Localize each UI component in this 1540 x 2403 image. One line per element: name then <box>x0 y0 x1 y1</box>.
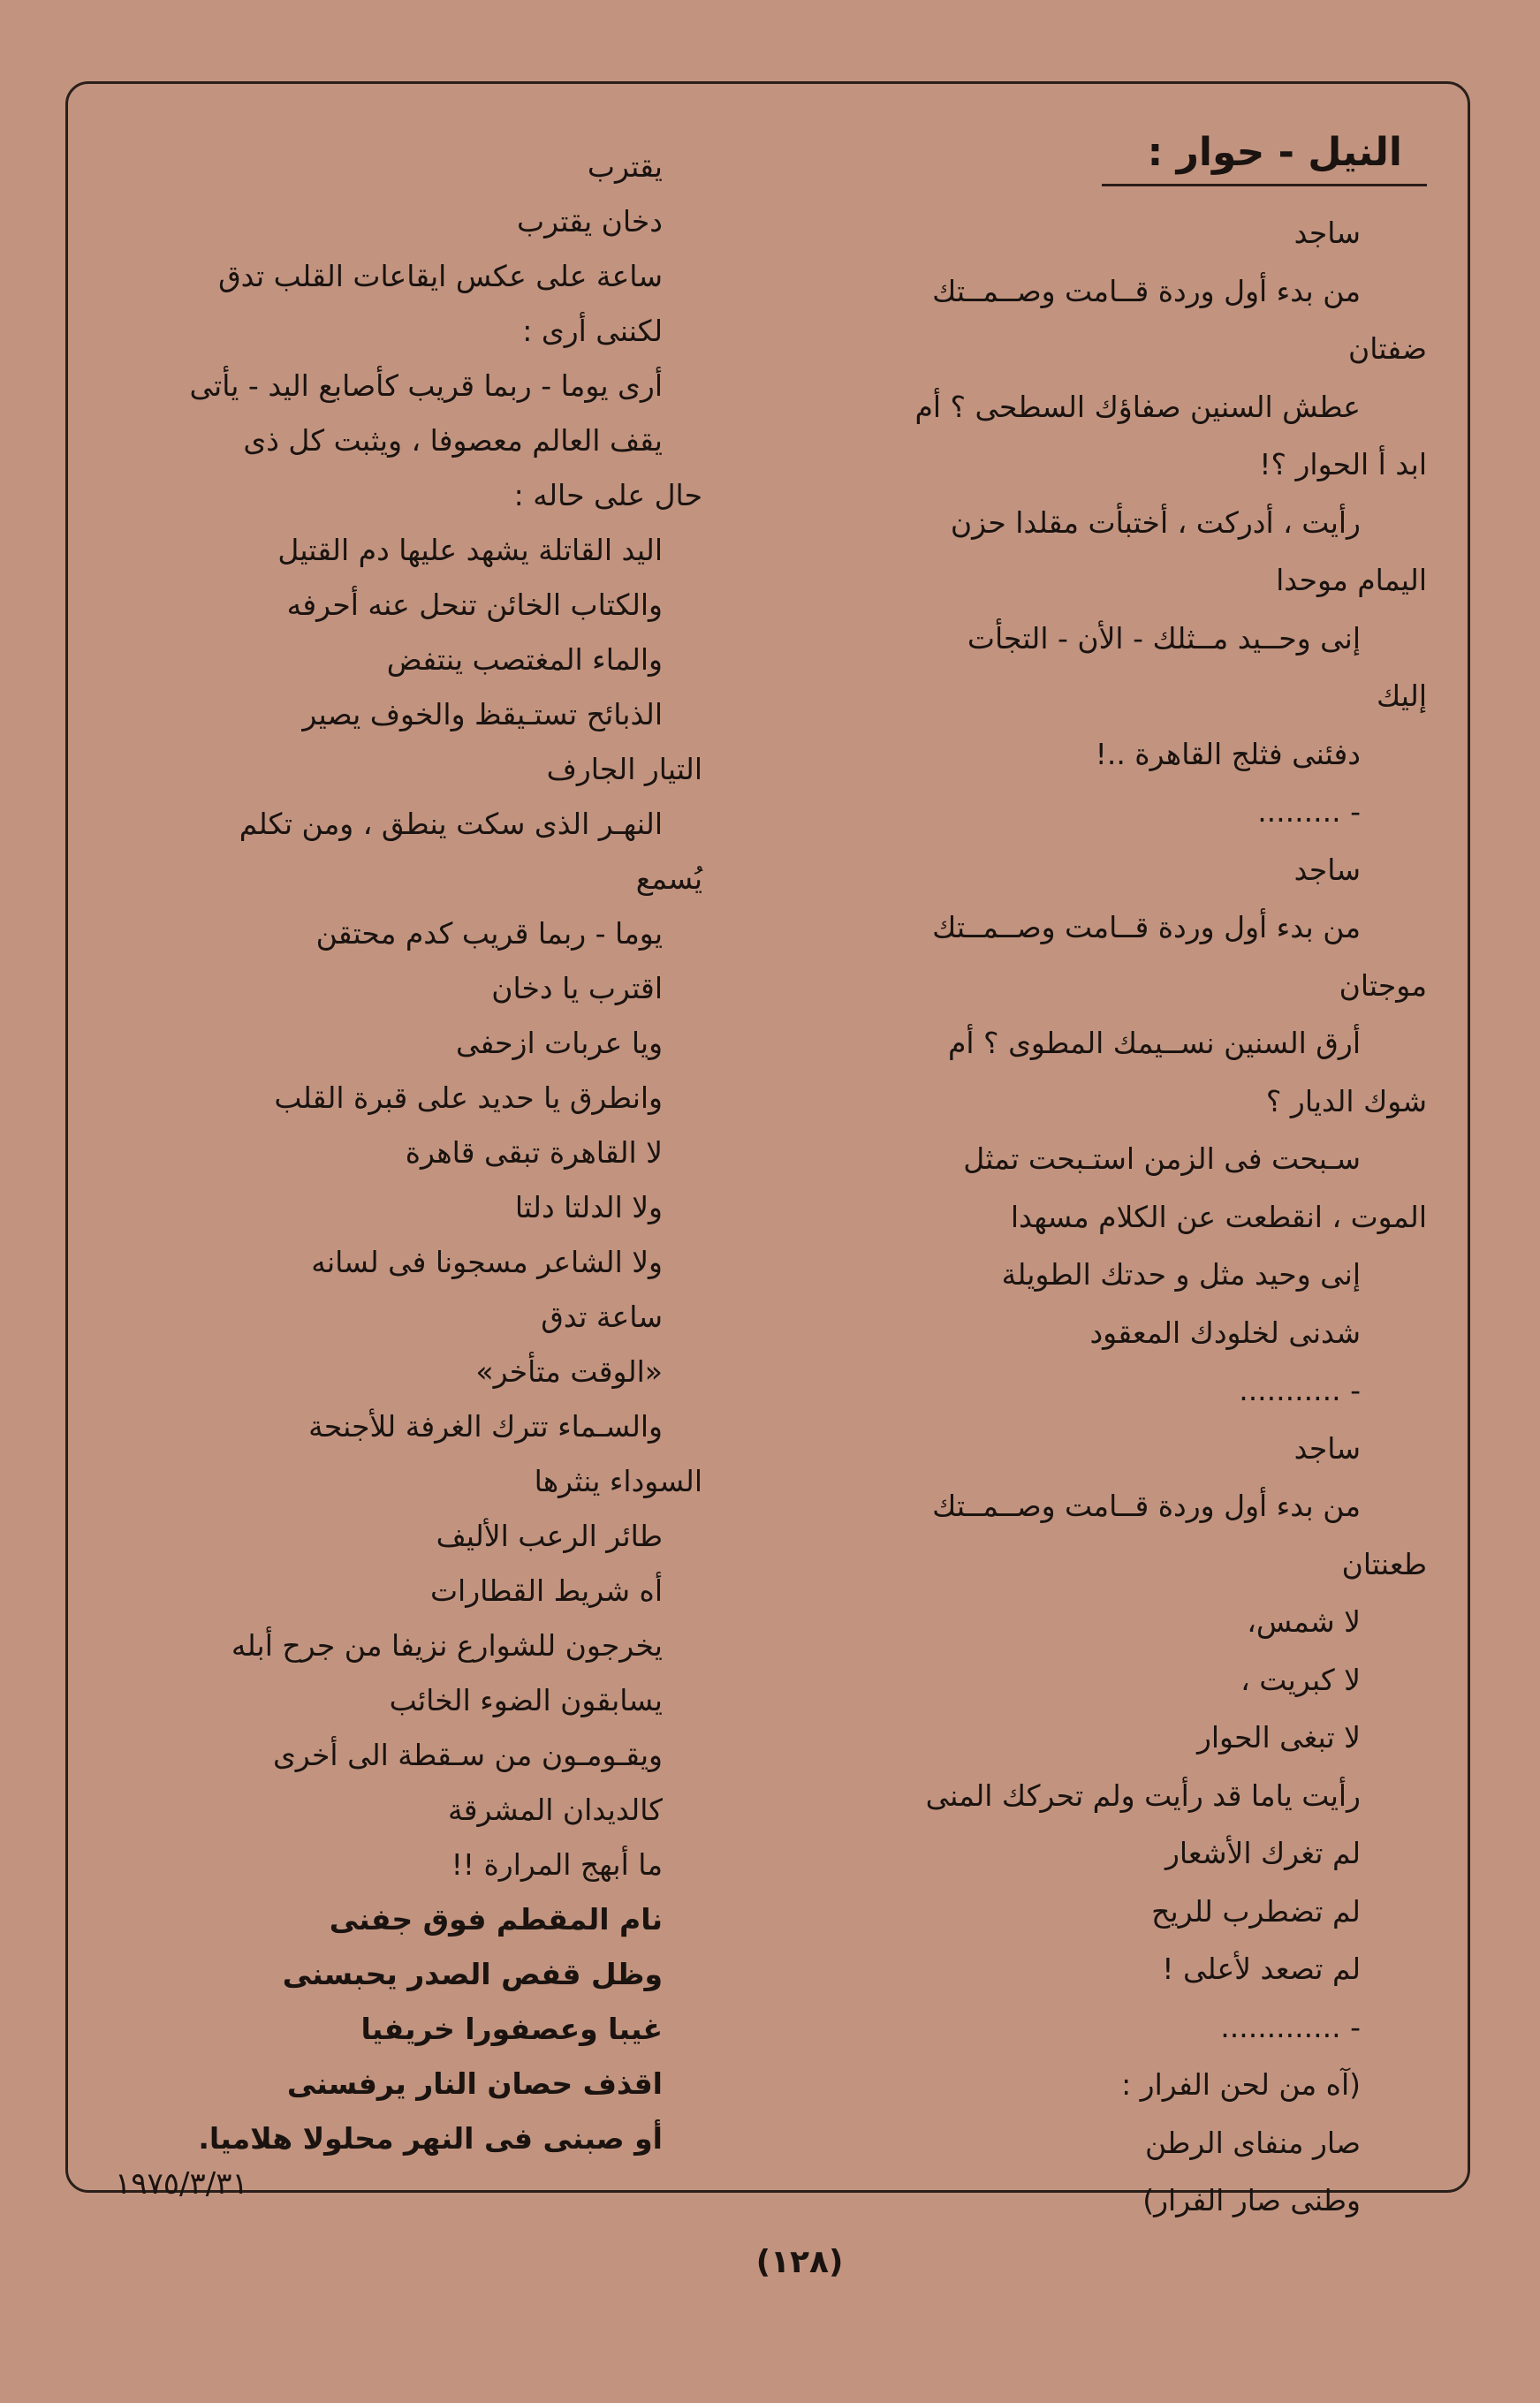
poem-line: غيبا وعصفورا خريفيا <box>360 2012 663 2046</box>
poem-line: ساجد <box>1293 216 1361 250</box>
poem-line: ساعة على عكس ايقاعات القلب تدق <box>218 259 663 293</box>
poem-line: أو صبنى فى النهر محلولا هلاميا. <box>198 2121 663 2156</box>
poem-line: اليد القاتلة يشهد عليها دم القتيل <box>277 533 663 567</box>
poem-line: نام المقطم فوق جفنى <box>329 1902 663 1937</box>
poem-line: لم تصعد لأعلى ! <box>1162 1952 1361 1986</box>
poem-line: لكننى أرى : <box>522 314 663 348</box>
poem-line: ويقـومـون من سـقطة الى أخرى <box>272 1738 663 1772</box>
poem-line: أه شريط القطارات <box>429 1573 663 1608</box>
left-column <box>106 140 702 2202</box>
poem-line: رأيت ، أدركت ، أختبأت مقلدا حزن <box>950 504 1361 540</box>
poem-line: شدنى لخلودك المعقود <box>1089 1315 1361 1350</box>
poem-line: ساجد <box>1293 852 1361 887</box>
poem-line: لم تضطرب للريح <box>1151 1893 1361 1929</box>
poem-line: لم تغرك الأشعار <box>1164 1836 1361 1870</box>
poem-line: التيار الجارف <box>546 752 702 786</box>
poem-line: وطنى صار الفرار) <box>1142 2183 1361 2217</box>
poem-line: أرق السنين نســيمك المطوى ؟ أم <box>947 1026 1361 1060</box>
poem-line: ولا الدلتا دلتا <box>514 1190 663 1224</box>
poem-line: دفئنى فثلج القاهرة ..! <box>1095 736 1361 771</box>
poem-line: اقذف حصان النار يرفسنى <box>286 2066 663 2101</box>
poem-line: من بدء أول وردة قــامت وصــمــتك <box>932 273 1361 308</box>
page-number: (١٢٨) <box>755 2244 844 2280</box>
poem-line: ويا عربات ازحفى <box>455 1026 663 1060</box>
poem-line: النهـر الذى سكت ينطق ، ومن تكلم <box>239 807 663 841</box>
poem-line: يقترب <box>587 149 663 184</box>
poem-line: يسابقون الضوء الخائب <box>389 1683 663 1717</box>
poem-line: كالديدان المشرقة <box>448 1793 663 1827</box>
poem-line: السوداء ينثرها <box>534 1464 702 1498</box>
poem-line: ساجد <box>1293 1430 1361 1466</box>
poem-line: رأيت ياما قد رأيت ولم تحركك المنى <box>925 1778 1361 1813</box>
poem-line: «الوقت متأخر» <box>475 1354 663 1389</box>
poem-line: دخان يقترب <box>517 204 663 239</box>
poem-line: إليك <box>1377 678 1427 713</box>
poem-date: ١٩٧٥/٣/٣١ <box>115 2166 248 2202</box>
poem-line: إنى وحيد مثل و حدتك الطويلة <box>1001 1257 1361 1292</box>
poem-line: عطش السنين صفاؤك السطحى ؟ أم <box>914 389 1361 424</box>
poem-line: يخرجون للشوارع نزيفا من جرح أبله <box>231 1628 663 1663</box>
poem-line: يقف العالم معصوفا ، ويثبت كل ذى <box>243 423 663 458</box>
poem-line: لا شمس، <box>1247 1604 1361 1639</box>
poem-line: شوك الديار ؟ <box>1265 1083 1427 1118</box>
poem-line: لا القاهرة تبقى قاهرة <box>405 1135 663 1170</box>
poem-line: سـبحت فى الزمن استـبحت تمثل <box>963 1141 1361 1176</box>
poem-line: من بدء أول وردة قــامت وصــمــتك <box>932 1489 1361 1523</box>
poem-line: اقترب يا دخان <box>491 971 663 1005</box>
poem-line: وانطرق يا حديد على قبرة القلب <box>274 1080 663 1115</box>
poem-line: طائر الرعب الأليف <box>436 1519 663 1553</box>
poem-line: والماء المغتصب ينتفض <box>386 642 663 677</box>
poem-line: يوما - ربما قريب كدم محتقن <box>315 916 663 951</box>
poem-line: موجتان <box>1339 967 1427 1003</box>
poem-line: ابد أ الحوار ؟! <box>1259 447 1427 481</box>
poem-line: لا كبريت ، <box>1240 1662 1361 1697</box>
poem-line: وظل قفص الصدر يحبسنى <box>282 1957 663 1991</box>
poem-line: ما أبهج المرارة !! <box>451 1847 663 1882</box>
poem-line: إنى وحــيد مــثلك - الأن - التجأت <box>967 620 1361 656</box>
poem-line: (آه من لحن الفرار : <box>1121 2067 1361 2102</box>
left-poem-lines <box>106 140 702 2166</box>
poem-line: ضفتان <box>1348 331 1427 366</box>
poem-line: ولا الشاعر مسجونا فى لسانه <box>311 1245 663 1279</box>
poem-line: - ......... <box>1257 794 1361 829</box>
poem-line: من بدء أول وردة قــامت وصــمــتك <box>932 910 1361 944</box>
poem-line: والكتاب الخائن تنحل عنه أحرفه <box>286 587 663 622</box>
poem-line: طعنتان <box>1341 1546 1427 1581</box>
poem-line: لا تبغى الحوار <box>1196 1720 1361 1755</box>
poem-line: اليمام موحدا <box>1276 563 1427 597</box>
poem-line: صار منفاى الرطن <box>1144 2125 1361 2160</box>
poem-line: حال على حاله : <box>513 478 702 512</box>
right-poem-lines <box>778 204 1427 2230</box>
poem-line: - ............. <box>1220 2009 1361 2044</box>
poem-line: - ........... <box>1239 1373 1361 1407</box>
poem-line: أرى يوما - ربما قريب كأصابع اليد - يأتى <box>189 368 663 403</box>
right-column <box>778 122 1427 2230</box>
poem-line: الموت ، انقطعت عن الكلام مسهدا <box>1010 1199 1427 1234</box>
poem-title: النيل - حوار : <box>1102 122 1427 186</box>
poem-line: ساعة تدق <box>541 1300 663 1334</box>
poem-line: والسـماء تترك الغرفة للأجنحة <box>308 1409 663 1444</box>
poem-line: يُسمع <box>635 861 702 896</box>
poem-line: الذبائح تستـيقظ والخوف يصير <box>302 697 663 732</box>
